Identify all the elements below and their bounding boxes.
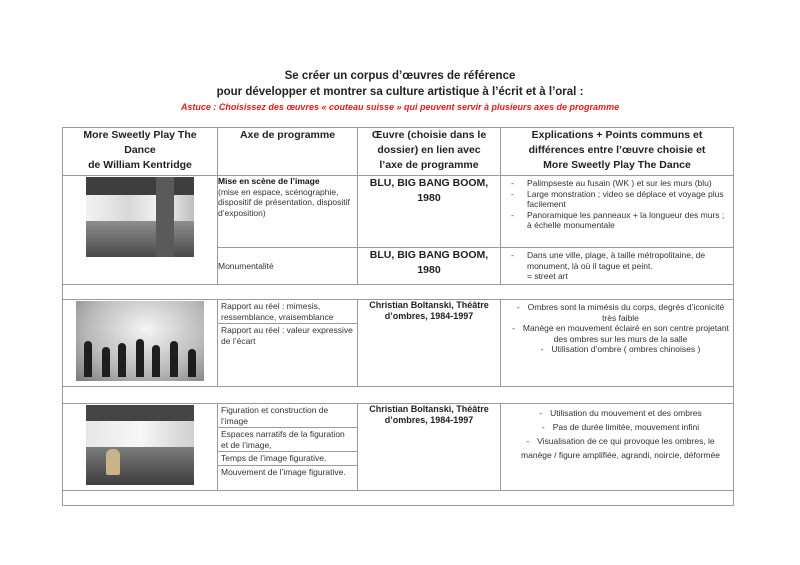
explication-extra: = street art (527, 271, 568, 281)
spacer-row (63, 387, 734, 404)
axe-detail: (mise en espace, scénographie, dispositif de présentation, dispositif d’exposition) (218, 186, 350, 218)
gallery-visitor-photo-icon (86, 405, 194, 485)
shadow-procession-photo-icon (76, 301, 204, 381)
table-row (63, 300, 734, 387)
axe-cell (218, 176, 358, 248)
list-item: - Ombres sont la mimésis du corps, degrés d’iconicité très faible (501, 302, 733, 323)
spacer-row (63, 285, 734, 300)
col-header-work-line3: de William Kentridge (88, 159, 192, 171)
image-cell (63, 404, 218, 491)
table-row (63, 404, 734, 491)
col-header-expl-line2: différences entre l’œuvre choisie et (528, 144, 706, 156)
axe-sub: Temps de l’image figurative. (218, 452, 357, 466)
list-item: - Panoramique les panneaux + la longueur des murs ; à échelle monumentale (501, 210, 733, 231)
col-header-work (63, 128, 218, 176)
list-item: - Utilisation du mouvement et des ombres (501, 406, 733, 420)
axe-sub: Rapport au réel : mimesis, ressemblance, vraisemblance (218, 300, 357, 324)
header-row (63, 128, 734, 176)
list-item: - Dans une ville, plage, à taille métropolitaine, de monument, là où il tague et peint. (501, 250, 733, 271)
col-header-oeuvre-line1: Œuvre (choisie dans le (371, 129, 487, 141)
list-item: - Large monstration ; video se déplace et voyage plus facilement (501, 189, 733, 210)
list-item: - Visualisation de ce qui provoque les ombres, le manège / figure amplifiée, agrandi, noircie, déformée (501, 434, 733, 462)
oeuvre-cell: BLU, BIG BANG BOOM, 1980 (358, 176, 501, 248)
col-header-work-line1: More Sweetly Play The (83, 129, 197, 141)
axe-sub: Mouvement de l’image figurative. (221, 466, 346, 477)
reference-table (62, 127, 734, 506)
oeuvre-cell: BLU, BIG BANG BOOM, 1980 (358, 248, 501, 285)
axe-sub: Espaces narratifs de la figuration et de l’image, (218, 428, 357, 452)
explication-cell (501, 248, 734, 285)
page-header (0, 68, 800, 114)
col-header-axe-label: Axe de programme (239, 129, 336, 141)
kentridge-installation-photo-icon (86, 177, 194, 257)
oeuvre-cell: Christian Boltanski, Théâtre d’ombres, 1984-1997 (358, 404, 501, 491)
spacer-row (63, 491, 734, 506)
image-cell (63, 300, 218, 387)
tip-text: Astuce : Choisissez des œuvres « couteau suisse » qui peuvent servir à plusieurs axes de programme (180, 102, 620, 112)
col-header-axe (218, 128, 358, 176)
list-item: - Utilisation d’ombre ( ombres chinoises ) (501, 344, 733, 355)
list-item: - Manège en mouvement éclairé en son centre projetant des ombres sur les murs de la salle (501, 323, 733, 344)
explication-cell (501, 300, 734, 387)
col-header-expl-line1: Explications + Points communs et (531, 129, 703, 141)
image-cell (63, 176, 218, 285)
axe-sub: Rapport au réel : valeur expressive de l’écart (221, 325, 353, 346)
col-header-oeuvre-line2: dossier) en lien avec (377, 144, 481, 156)
list-item: - Palimpseste au fusain (WK ) et sur les murs (blu) (501, 178, 733, 189)
explication-cell (501, 176, 734, 248)
axe-title: Mise en scène de l’image (218, 176, 320, 186)
axe-sub: Figuration et construction de l’image (218, 404, 357, 428)
col-header-oeuvre-line3: l’axe de programme (379, 159, 479, 171)
list-item: - Pas de durée limitée, mouvement infini (501, 420, 733, 434)
explication-cell (501, 404, 734, 491)
axe-cell (218, 404, 358, 491)
page-title: Se créer un corpus d’œuvres de référence (284, 70, 516, 82)
table-row (63, 176, 734, 248)
col-header-oeuvre (358, 128, 501, 176)
page-subtitle: pour développer et montrer sa culture artistique à l’écrit et à l’oral : (216, 86, 584, 98)
axe-cell (218, 248, 358, 285)
axe-title: Monumentalité (218, 260, 274, 271)
col-header-expl-line3: More Sweetly Play The Dance (543, 159, 691, 171)
axe-cell (218, 300, 358, 387)
oeuvre-cell: Christian Boltanski, Théâtre d’ombres, 1984-1997 (358, 300, 501, 387)
col-header-explications (501, 128, 734, 176)
col-header-work-line2: Dance (124, 144, 156, 156)
